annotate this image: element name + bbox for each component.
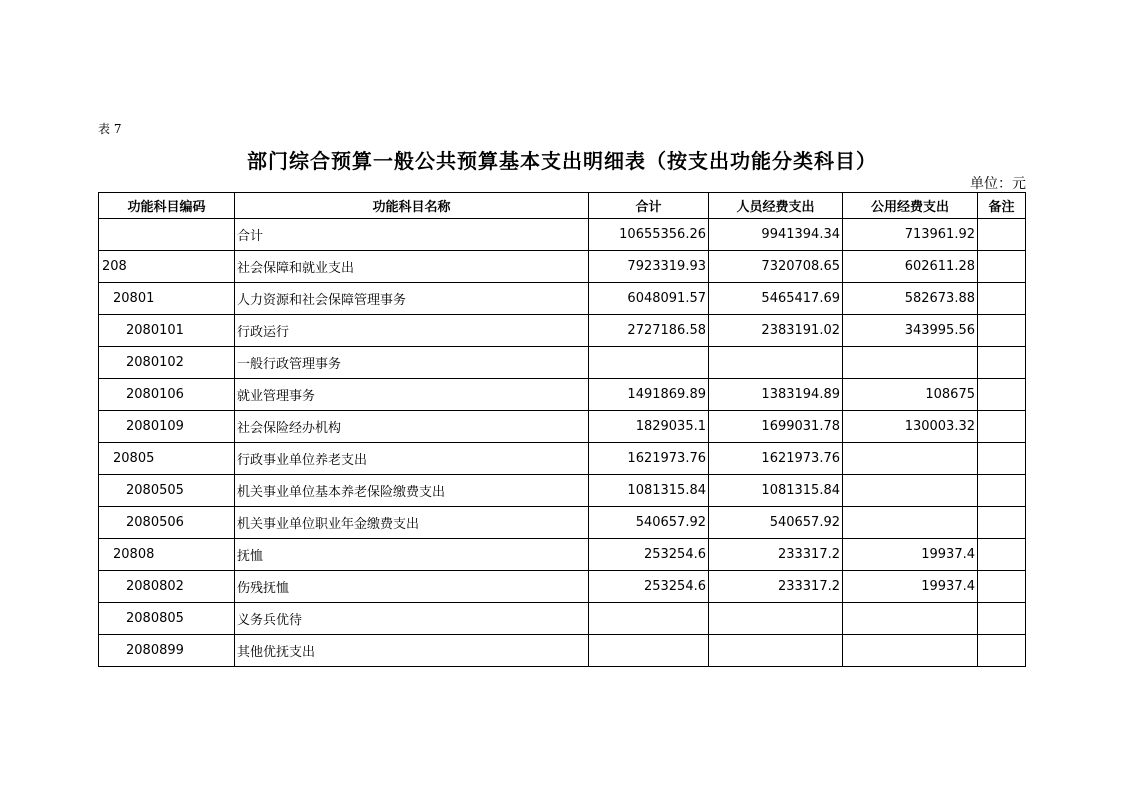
cell-public	[843, 443, 978, 475]
cell-personnel: 233317.2	[709, 571, 843, 603]
table-row	[99, 475, 1026, 507]
header-total: 合计	[589, 193, 709, 219]
table-row	[99, 315, 1026, 347]
cell-total: 540657.92	[589, 507, 709, 539]
cell-public: 19937.4	[843, 571, 978, 603]
cell-code: 2080805	[99, 603, 235, 635]
table-row	[99, 443, 1026, 475]
cell-public	[843, 347, 978, 379]
cell-name: 就业管理事务	[235, 379, 589, 411]
cell-code: 2080899	[99, 635, 235, 667]
header-personnel: 人员经费支出	[709, 193, 843, 219]
cell-name: 合计	[235, 219, 589, 251]
cell-name: 其他优抚支出	[235, 635, 589, 667]
table-number-label: 表 7	[98, 122, 122, 136]
cell-public: 130003.32	[843, 411, 978, 443]
header-note: 备注	[978, 193, 1026, 219]
cell-personnel: 7320708.65	[709, 251, 843, 283]
cell-note	[978, 251, 1026, 283]
cell-public: 713961.92	[843, 219, 978, 251]
unit-label: 单位：元	[970, 176, 1026, 192]
cell-note	[978, 539, 1026, 571]
table-row	[99, 251, 1026, 283]
cell-code: 20805	[99, 443, 235, 475]
cell-personnel	[709, 347, 843, 379]
table-row	[99, 379, 1026, 411]
cell-personnel: 1081315.84	[709, 475, 843, 507]
cell-name: 一般行政管理事务	[235, 347, 589, 379]
cell-note	[978, 347, 1026, 379]
table-row	[99, 571, 1026, 603]
header-name: 功能科目名称	[235, 193, 589, 219]
cell-note	[978, 315, 1026, 347]
cell-total: 1081315.84	[589, 475, 709, 507]
cell-note	[978, 219, 1026, 251]
cell-public: 19937.4	[843, 539, 978, 571]
table-row	[99, 411, 1026, 443]
cell-name: 义务兵优待	[235, 603, 589, 635]
cell-personnel: 9941394.34	[709, 219, 843, 251]
cell-total: 1621973.76	[589, 443, 709, 475]
cell-personnel: 233317.2	[709, 539, 843, 571]
table-header-row	[99, 193, 1026, 219]
cell-code: 2080109	[99, 411, 235, 443]
cell-public: 108675	[843, 379, 978, 411]
cell-personnel: 5465417.69	[709, 283, 843, 315]
cell-total	[589, 635, 709, 667]
cell-name: 机关事业单位职业年金缴费支出	[235, 507, 589, 539]
cell-code: 20801	[99, 283, 235, 315]
cell-personnel: 1699031.78	[709, 411, 843, 443]
cell-total: 2727186.58	[589, 315, 709, 347]
cell-total: 7923319.93	[589, 251, 709, 283]
document-title: 部门综合预算一般公共预算基本支出明细表（按支出功能分类科目）	[247, 149, 877, 173]
cell-public	[843, 635, 978, 667]
cell-public: 582673.88	[843, 283, 978, 315]
table-row	[99, 539, 1026, 571]
header-code: 功能科目编码	[99, 193, 235, 219]
cell-name: 行政运行	[235, 315, 589, 347]
cell-personnel: 540657.92	[709, 507, 843, 539]
cell-personnel: 1383194.89	[709, 379, 843, 411]
cell-code: 20808	[99, 539, 235, 571]
cell-note	[978, 475, 1026, 507]
cell-name: 社会保险经办机构	[235, 411, 589, 443]
cell-total: 253254.6	[589, 571, 709, 603]
cell-total	[589, 603, 709, 635]
cell-code: 2080506	[99, 507, 235, 539]
cell-code	[99, 219, 235, 251]
cell-code: 2080802	[99, 571, 235, 603]
cell-note	[978, 507, 1026, 539]
cell-personnel: 2383191.02	[709, 315, 843, 347]
cell-total: 1829035.1	[589, 411, 709, 443]
cell-code: 2080102	[99, 347, 235, 379]
cell-code: 208	[99, 251, 235, 283]
cell-public	[843, 603, 978, 635]
cell-name: 伤残抚恤	[235, 571, 589, 603]
expenditure-detail-table	[98, 192, 1026, 667]
cell-public	[843, 475, 978, 507]
cell-personnel: 1621973.76	[709, 443, 843, 475]
cell-note	[978, 603, 1026, 635]
cell-total	[589, 347, 709, 379]
table-row	[99, 603, 1026, 635]
cell-note	[978, 571, 1026, 603]
table-row	[99, 219, 1026, 251]
cell-public	[843, 507, 978, 539]
table-row	[99, 635, 1026, 667]
table-row	[99, 347, 1026, 379]
cell-note	[978, 635, 1026, 667]
cell-public: 602611.28	[843, 251, 978, 283]
cell-code: 2080101	[99, 315, 235, 347]
cell-note	[978, 443, 1026, 475]
cell-name: 机关事业单位基本养老保险缴费支出	[235, 475, 589, 507]
cell-total: 10655356.26	[589, 219, 709, 251]
cell-total: 253254.6	[589, 539, 709, 571]
cell-personnel	[709, 635, 843, 667]
cell-note	[978, 379, 1026, 411]
cell-name: 抚恤	[235, 539, 589, 571]
table-row	[99, 507, 1026, 539]
cell-note	[978, 283, 1026, 315]
header-public: 公用经费支出	[843, 193, 978, 219]
cell-public: 343995.56	[843, 315, 978, 347]
table-row	[99, 283, 1026, 315]
cell-name: 行政事业单位养老支出	[235, 443, 589, 475]
table-body	[99, 219, 1026, 667]
cell-total: 6048091.57	[589, 283, 709, 315]
cell-name: 人力资源和社会保障管理事务	[235, 283, 589, 315]
cell-note	[978, 411, 1026, 443]
cell-total: 1491869.89	[589, 379, 709, 411]
cell-personnel	[709, 603, 843, 635]
cell-code: 2080106	[99, 379, 235, 411]
cell-name: 社会保障和就业支出	[235, 251, 589, 283]
cell-code: 2080505	[99, 475, 235, 507]
